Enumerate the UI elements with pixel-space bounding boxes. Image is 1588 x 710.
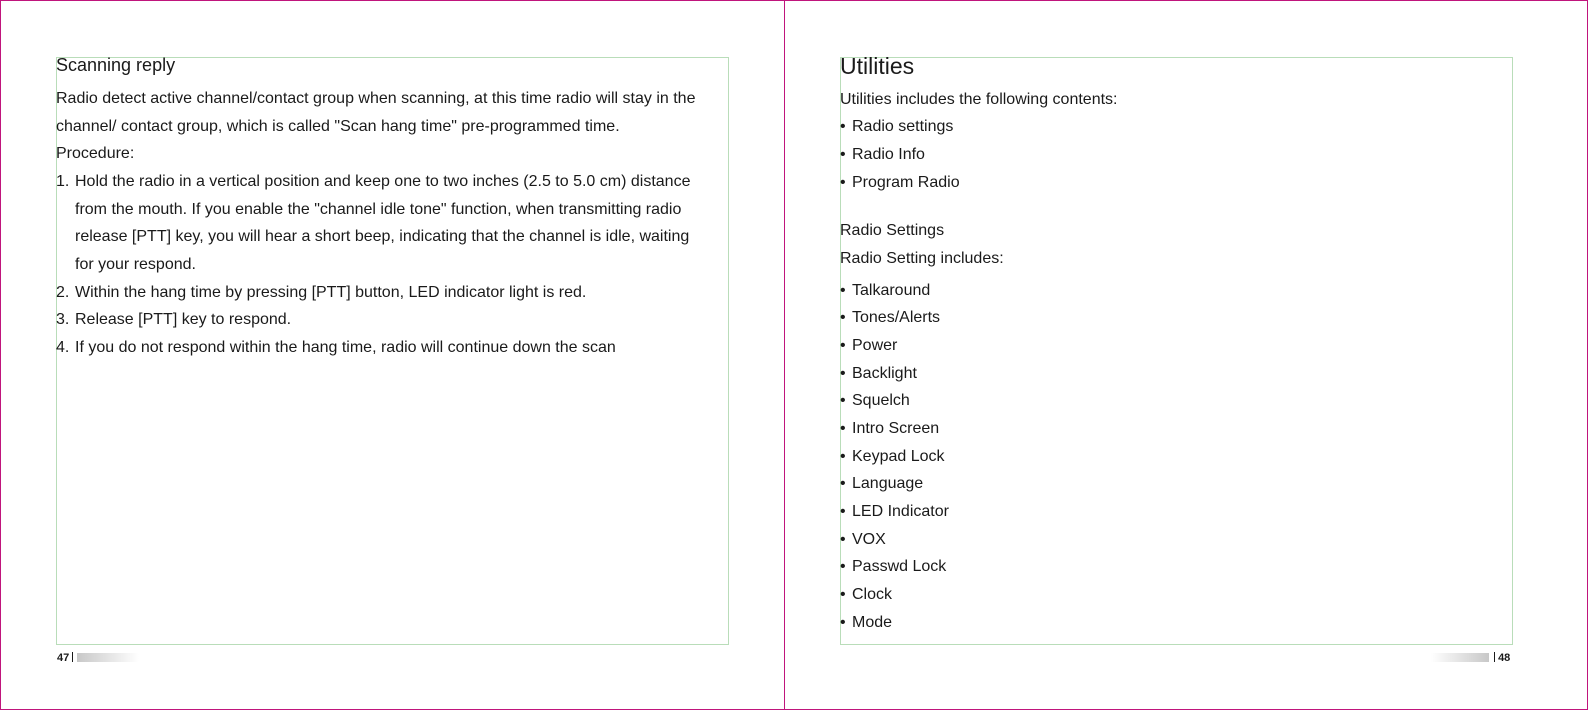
list-item-label: Squelch	[852, 392, 910, 409]
bullet-icon: •	[840, 337, 846, 354]
step-number: 1.	[56, 173, 70, 190]
list-item-label: Talkaround	[852, 282, 931, 299]
bullet-icon: •	[840, 531, 846, 548]
list-item-label: Intro Screen	[852, 420, 940, 437]
bullet-icon: •	[840, 282, 846, 299]
list-item	[840, 145, 925, 165]
step-line	[56, 172, 690, 192]
list-item	[840, 364, 917, 384]
paragraph-line: Radio detect active channel/contact group when scanning, at this time radio will stay in the	[56, 90, 696, 107]
paragraph-line: channel/ contact group, which is called "Scan hang time" pre-programmed time.	[56, 118, 620, 135]
section-intro: Radio Setting includes:	[840, 250, 1004, 267]
step-line	[56, 310, 291, 330]
bullet-icon: •	[840, 309, 846, 326]
footer-gradient-bar	[77, 653, 139, 662]
footer-divider	[72, 652, 73, 662]
section-title: Radio Settings	[840, 222, 945, 239]
list-item	[840, 117, 953, 137]
list-item	[840, 419, 939, 439]
bullet-icon: •	[840, 586, 846, 603]
list-item-label: Tones/Alerts	[852, 309, 941, 326]
list-item	[840, 173, 960, 193]
step-line	[56, 283, 586, 303]
list-item-label: Radio Info	[852, 146, 925, 163]
list-item-label: Clock	[852, 586, 893, 603]
footer-divider	[1494, 652, 1495, 662]
step-number: 3.	[56, 311, 70, 328]
step-text: If you do not respond within the hang time, radio will continue down the scan	[75, 339, 616, 356]
list-item-label: Power	[852, 337, 898, 354]
bullet-icon: •	[840, 118, 846, 135]
step-line: release [PTT] key, you will hear a short beep, indicating that the channel is idle, waiting	[75, 228, 690, 245]
list-item-label: VOX	[852, 531, 886, 548]
list-item	[840, 502, 949, 522]
page-title: Utilities	[840, 53, 915, 79]
list-item	[840, 585, 892, 605]
bullet-icon: •	[840, 448, 846, 465]
bullet-icon: •	[840, 475, 846, 492]
bullet-icon: •	[840, 503, 846, 520]
bullet-icon: •	[840, 558, 846, 575]
step-line	[56, 338, 616, 358]
list-item-label: Language	[852, 475, 924, 492]
list-item	[840, 281, 930, 301]
paragraph-line: Utilities includes the following contents:	[840, 91, 1118, 108]
page-title: Scanning reply	[56, 55, 176, 75]
bullet-icon: •	[840, 420, 846, 437]
list-item	[840, 336, 897, 356]
list-item	[840, 391, 910, 411]
step-text: Release [PTT] key to respond.	[75, 311, 292, 328]
list-item-label: Radio settings	[852, 118, 954, 135]
list-item-label: Keypad Lock	[852, 448, 945, 465]
step-text: Hold the radio in a vertical position and keep one to two inches (2.5 to 5.0 cm) distance	[75, 173, 691, 190]
procedure-label: Procedure:	[56, 145, 135, 162]
list-item-label: Backlight	[852, 365, 917, 382]
list-item	[840, 447, 945, 467]
bullet-icon: •	[840, 365, 846, 382]
list-item	[840, 613, 892, 633]
page-number: 48	[1498, 652, 1511, 664]
list-item	[840, 530, 886, 550]
list-item-label: LED Indicator	[852, 503, 949, 520]
bullet-icon: •	[840, 146, 846, 163]
list-item-label: Passwd Lock	[852, 558, 947, 575]
list-item-label: Program Radio	[852, 174, 960, 191]
list-item	[840, 557, 946, 577]
page-number: 47	[57, 652, 70, 664]
step-number: 4.	[56, 339, 70, 356]
bullet-icon: •	[840, 174, 846, 191]
page-number-footer	[1494, 652, 1510, 664]
footer-gradient-bar	[1431, 653, 1489, 662]
bullet-icon: •	[840, 392, 846, 409]
page-number-footer	[57, 652, 73, 664]
step-line: from the mouth. If you enable the "channel idle tone" function, when transmitting radio	[75, 201, 682, 218]
list-item-label: Mode	[852, 614, 893, 631]
step-line: for your respond.	[75, 256, 196, 273]
step-number: 2.	[56, 284, 70, 301]
bullet-icon: •	[840, 614, 846, 631]
list-item	[840, 308, 940, 328]
list-item	[840, 474, 923, 494]
step-text: Within the hang time by pressing [PTT] button, LED indicator light is red.	[75, 284, 587, 301]
